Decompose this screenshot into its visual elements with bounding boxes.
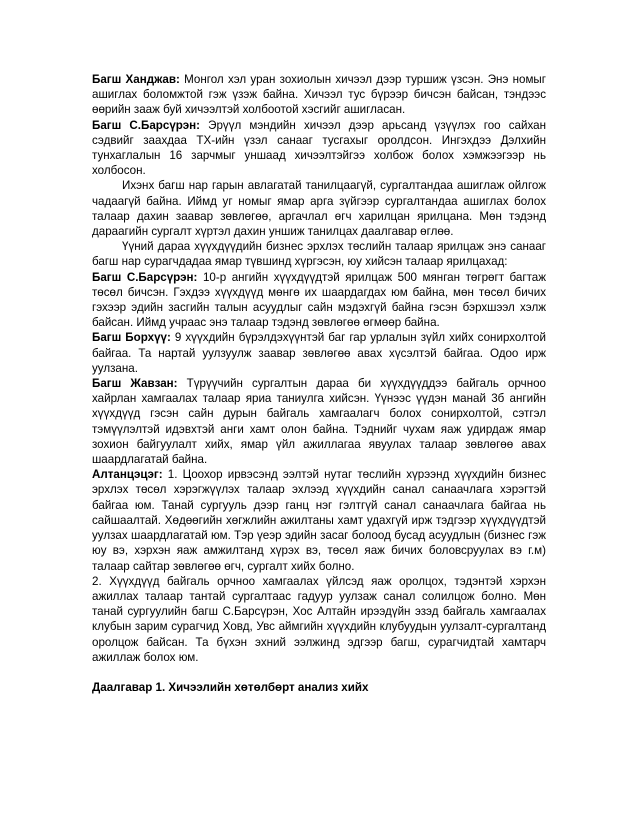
paragraph-text: 1. Цоохор ирвэсэнд ээлтэй нутаг төслийн хүрээнд хүүхдийн бизнес эрхлэх төсөл хэрэгжүүлэх талаар эхлээд хүүхдийн санал санаачлага хэрэгтэй байгаа юм. Танай сургууль дээр ганц нэг гэлтгүй санал санаачлага байгаа нь сайшаалтай. Хөдөөгийн хөгжлийн ажилтаны хамт удахгүй ирж тэдгээр хүүхдүүдтэй уулзах шаардлагатай юм. Тэр үеэр эдийн засаг болоод бусад асуудлын (бизнес гэж юу вэ, хэрхэн яаж амжилтанд хүрэх вэ, төсөл яаж бичих боловсруулах вэ г.м) талаар сайтар зөвлөгөө өгч, сургалт хийх болно. <box>92 468 546 573</box>
paragraph-observation: Ихэнх багш нар гарын авлагатай танилцаагүй, сургалтандаа ашиглаж ойлгож чадаагүй байна. Иймд уг номыг ямар арга зүйгээр сургалтандаа ашиглах болох талаар дахин заавар зөвлөгөө, аргачлал өгч харилцан ярилцана. Мөн тэдэнд дараагийн сургалт хүртэл дахин уншиж танилцах даалгавар өглөө. <box>92 179 546 239</box>
paragraph-barsuren-2 <box>92 270 546 331</box>
paragraph-barsuren-1 <box>92 118 546 179</box>
paragraph-javzan <box>92 376 546 467</box>
paragraph-text: Монгол хэл уран зохиолын хичээл дээр туршиж үзсэн. Энэ номыг ашиглах боломжтой гэж үзэж байна. Хичээл тус бүрээр бичсэн байсан, тэндээс өөрийн зааж буй хичээлтэй холбоотой хэсгийг ашигласан. <box>92 73 546 117</box>
speaker-name: Багш Борхүү: <box>92 331 171 345</box>
paragraph-text: 10-р ангийн хүүхдүүдтэй ярилцаж 500 мянган төгрөгт багтаж төсөл бичсэн. Гэхдээ хүүхдүүд мөнгө их шаардагдах юм байна, мөн төсөл бичих гэхээр эдийн засгийн талын асуудлыг сайн мэдэхгүй байна гэсэн бэрхшээл хэлж байсан. Иймд учраас энэ талаар тэдэнд зөвлөгөө өгмөөр байна. <box>92 270 546 330</box>
speaker-name: Алтанцэцэг: <box>92 468 163 482</box>
section-heading: Даалгавар 1. Хичээлийн хөтөлбөрт анализ хийх <box>92 680 369 694</box>
speaker-name: Багш Ханджав: <box>92 73 180 86</box>
speaker-name: Багш С.Барсүрэн: <box>92 270 198 284</box>
paragraph-borkhuu <box>92 330 546 376</box>
speaker-name: Багш С.Барсүрэн: <box>92 118 200 132</box>
speaker-name: Багш Жавзан: <box>92 377 178 391</box>
paragraph-khanjav <box>92 72 546 118</box>
document-page <box>92 72 546 695</box>
paragraph-discussion-intro: Үүний дараа хүүхдүүдийн бизнес эрхлэх төслийн талаар ярилцаж энэ санааг багш нар сурагчдадаа ямар түвшинд хүргэсэн, юу хийсэн талаар ярилцахад: <box>92 240 546 269</box>
paragraph-altantsetseg <box>92 467 546 573</box>
paragraph-point-2: 2. Хүүхдүүд байгаль орчноо хамгаалах үйлсэд яаж оролцох, тэдэнтэй хэрхэн ажиллах талаар тантай сургалтаас гадуур уулзаж санал солилцож болно. Мөн танай сургуулийн багш С.Барсүрэн, Хос Алтайн ирээдүйн эзэд байгаль хамгаалах клубын зарим сурагчид Ховд, Увс аймгийн хүүхдийн клубуудын уулзалт-сургалтанд оролцож байсан. Та бүхэн эхний ээлжинд эдгээр багш, сурагчидтай хамтарч ажиллаж болох юм. <box>92 574 546 664</box>
paragraph-text: Эрүүл мэндийн хичээл дээр арьсанд үзүүлэх гоо сайхан сэдвийг заахдаа ТХ-ийн үзэл санааг тусгахыг оролдсон. Ингэхдээ Дэлхийн тунхаглалын 16 зарчмыг уншаад хичээлтэйгээ холбож болох хэмжээгээр нь холбосон. <box>92 118 546 178</box>
paragraph-text: Түрүүчийн сургалтын дараа би хүүхдүүддээ байгаль орчноо хайрлан хамгаалах талаар яриа таниулга хийсэн. Үүнээс үүдэн манай 3б ангийн хүүхдүүд гэсэн сайн дурын байгаль хамгаалагч болох сонирхолтой, сэтгэл тэмүүлэлтэй идэвхтэй анги хамт олон байна. Тэднийг чухам яаж удирдаж ямар зохион байгуулалт хийх, ямар үйл ажиллагаа явуулах талаар зөвлөгөө авах шаардлагатай байна. <box>92 377 546 467</box>
paragraph-text: 9 хүүхдийн бүрэлдэхүүнтэй баг гар урлалын зүйл хийх сонирхолтой байгаа. Та нартай уулзуулж заавар зөвлөгөө авах хүсэлтэй байгаа. Одоо ирж уулзана. <box>92 331 546 375</box>
